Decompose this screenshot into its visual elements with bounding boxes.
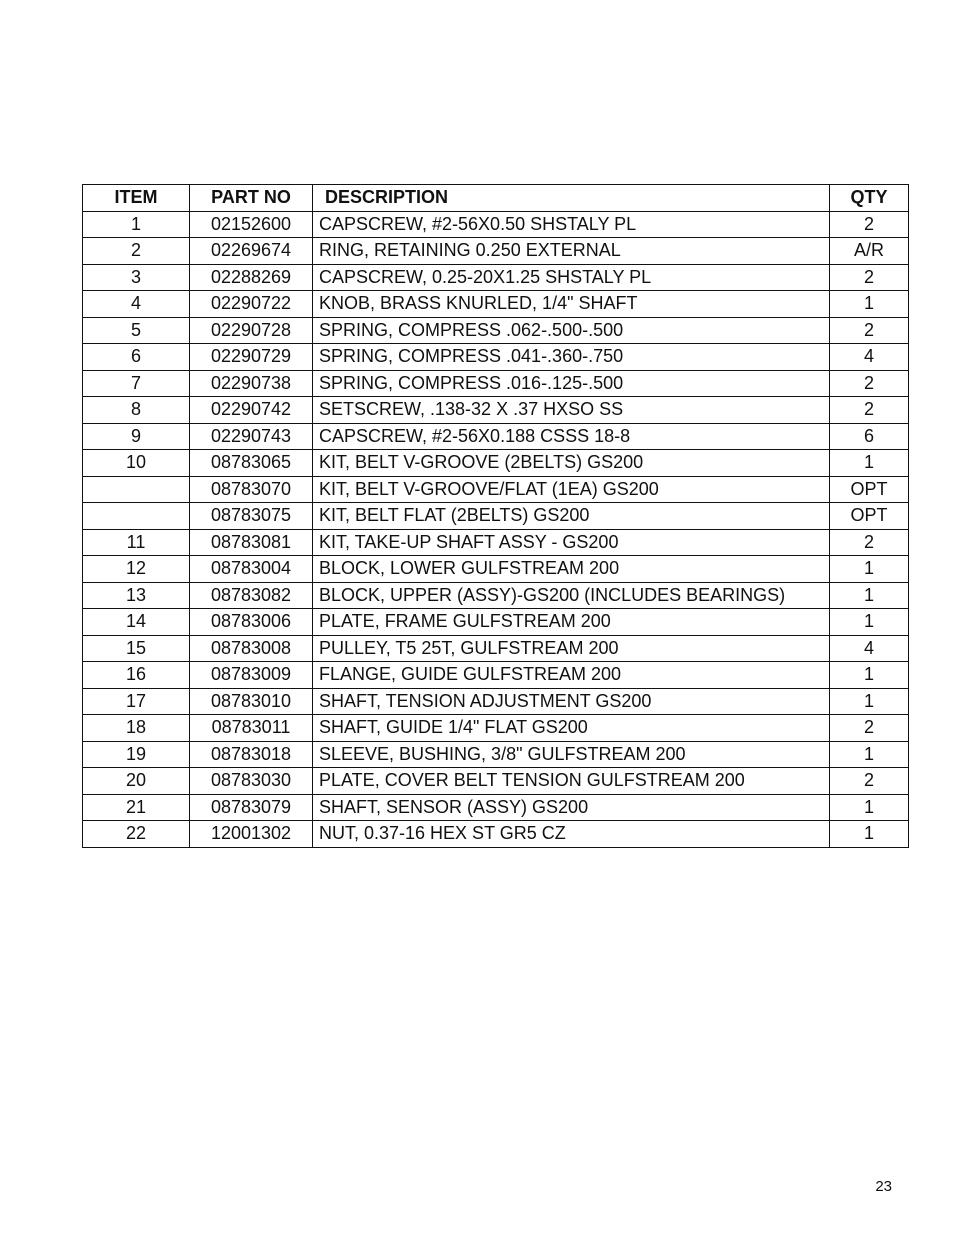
- cell-item: 18: [83, 715, 190, 742]
- cell-qty: 1: [830, 582, 909, 609]
- cell-part-no: 02290728: [190, 317, 313, 344]
- cell-description: SLEEVE, BUSHING, 3/8" GULFSTREAM 200: [313, 741, 830, 768]
- cell-part-no: 08783010: [190, 688, 313, 715]
- table-row: [83, 503, 909, 530]
- cell-description: KNOB, BRASS KNURLED, 1/4" SHAFT: [313, 291, 830, 318]
- cell-description: SHAFT, GUIDE 1/4" FLAT GS200: [313, 715, 830, 742]
- cell-description: KIT, BELT V-GROOVE (2BELTS) GS200: [313, 450, 830, 477]
- table-row: [83, 423, 909, 450]
- cell-qty: 1: [830, 688, 909, 715]
- parts-list-table: [82, 184, 909, 848]
- cell-part-no: 02152600: [190, 211, 313, 238]
- cell-item: 11: [83, 529, 190, 556]
- cell-qty: 2: [830, 370, 909, 397]
- table-row: [83, 794, 909, 821]
- cell-qty: 2: [830, 211, 909, 238]
- cell-qty: 2: [830, 715, 909, 742]
- cell-part-no: 08783004: [190, 556, 313, 583]
- cell-description: BLOCK, UPPER (ASSY)-GS200 (INCLUDES BEARINGS): [313, 582, 830, 609]
- cell-item: 7: [83, 370, 190, 397]
- cell-item: 3: [83, 264, 190, 291]
- table-row: [83, 370, 909, 397]
- cell-qty: 1: [830, 794, 909, 821]
- cell-part-no: 08783008: [190, 635, 313, 662]
- table-row: [83, 450, 909, 477]
- cell-part-no: 02290738: [190, 370, 313, 397]
- cell-description: SETSCREW, .138-32 X .37 HXSO SS: [313, 397, 830, 424]
- cell-item: 19: [83, 741, 190, 768]
- cell-description: PLATE, FRAME GULFSTREAM 200: [313, 609, 830, 636]
- cell-item: [83, 476, 190, 503]
- cell-item: 9: [83, 423, 190, 450]
- cell-item: 4: [83, 291, 190, 318]
- cell-qty: 1: [830, 291, 909, 318]
- table-row: [83, 556, 909, 583]
- cell-item: [83, 503, 190, 530]
- cell-description: FLANGE, GUIDE GULFSTREAM 200: [313, 662, 830, 689]
- cell-qty: 1: [830, 662, 909, 689]
- cell-qty: 2: [830, 317, 909, 344]
- header-part-no: PART NO: [190, 185, 313, 212]
- table-row: [83, 397, 909, 424]
- cell-qty: 2: [830, 397, 909, 424]
- cell-description: CAPSCREW, #2-56X0.50 SHSTALY PL: [313, 211, 830, 238]
- table-row: [83, 317, 909, 344]
- cell-description: PULLEY, T5 25T, GULFSTREAM 200: [313, 635, 830, 662]
- table-row: [83, 768, 909, 795]
- cell-description: SPRING, COMPRESS .016-.125-.500: [313, 370, 830, 397]
- cell-part-no: 12001302: [190, 821, 313, 848]
- cell-item: 8: [83, 397, 190, 424]
- cell-qty: 4: [830, 635, 909, 662]
- table-row: [83, 211, 909, 238]
- cell-part-no: 08783070: [190, 476, 313, 503]
- table-row: [83, 582, 909, 609]
- cell-qty: 1: [830, 741, 909, 768]
- cell-qty: 1: [830, 556, 909, 583]
- cell-part-no: 08783030: [190, 768, 313, 795]
- cell-description: KIT, BELT V-GROOVE/FLAT (1EA) GS200: [313, 476, 830, 503]
- cell-item: 15: [83, 635, 190, 662]
- cell-description: PLATE, COVER BELT TENSION GULFSTREAM 200: [313, 768, 830, 795]
- cell-description: SPRING, COMPRESS .062-.500-.500: [313, 317, 830, 344]
- cell-description: SHAFT, TENSION ADJUSTMENT GS200: [313, 688, 830, 715]
- header-qty: QTY: [830, 185, 909, 212]
- cell-qty: 6: [830, 423, 909, 450]
- cell-description: CAPSCREW, #2-56X0.188 CSSS 18-8: [313, 423, 830, 450]
- header-description: DESCRIPTION: [313, 185, 830, 212]
- table-row: [83, 635, 909, 662]
- cell-part-no: 08783081: [190, 529, 313, 556]
- cell-item: 10: [83, 450, 190, 477]
- cell-item: 1: [83, 211, 190, 238]
- cell-item: 5: [83, 317, 190, 344]
- table-row: [83, 688, 909, 715]
- cell-item: 22: [83, 821, 190, 848]
- cell-qty: 2: [830, 768, 909, 795]
- cell-item: 6: [83, 344, 190, 371]
- cell-part-no: 02288269: [190, 264, 313, 291]
- table-row: [83, 529, 909, 556]
- cell-item: 17: [83, 688, 190, 715]
- cell-item: 16: [83, 662, 190, 689]
- cell-part-no: 08783011: [190, 715, 313, 742]
- cell-qty: 4: [830, 344, 909, 371]
- cell-description: NUT, 0.37-16 HEX ST GR5 CZ: [313, 821, 830, 848]
- table-row: [83, 662, 909, 689]
- cell-qty: A/R: [830, 238, 909, 265]
- cell-part-no: 02290729: [190, 344, 313, 371]
- cell-item: 20: [83, 768, 190, 795]
- table-header-row: [83, 185, 909, 212]
- cell-description: SPRING, COMPRESS .041-.360-.750: [313, 344, 830, 371]
- table-row: [83, 264, 909, 291]
- table-row: [83, 476, 909, 503]
- cell-item: 13: [83, 582, 190, 609]
- cell-part-no: 02290722: [190, 291, 313, 318]
- cell-item: 12: [83, 556, 190, 583]
- table-row: [83, 741, 909, 768]
- cell-part-no: 02290743: [190, 423, 313, 450]
- cell-part-no: 08783082: [190, 582, 313, 609]
- cell-qty: OPT: [830, 503, 909, 530]
- cell-part-no: 08783006: [190, 609, 313, 636]
- cell-item: 14: [83, 609, 190, 636]
- cell-description: CAPSCREW, 0.25-20X1.25 SHSTALY PL: [313, 264, 830, 291]
- cell-description: SHAFT, SENSOR (ASSY) GS200: [313, 794, 830, 821]
- table-row: [83, 291, 909, 318]
- cell-qty: 1: [830, 450, 909, 477]
- page-number: 23: [875, 1178, 892, 1195]
- table-row: [83, 821, 909, 848]
- table-row: [83, 238, 909, 265]
- cell-qty: 2: [830, 264, 909, 291]
- cell-qty: 1: [830, 609, 909, 636]
- cell-item: 21: [83, 794, 190, 821]
- cell-item: 2: [83, 238, 190, 265]
- cell-part-no: 08783009: [190, 662, 313, 689]
- cell-qty: OPT: [830, 476, 909, 503]
- table-row: [83, 715, 909, 742]
- cell-part-no: 02269674: [190, 238, 313, 265]
- cell-description: KIT, TAKE-UP SHAFT ASSY - GS200: [313, 529, 830, 556]
- cell-part-no: 02290742: [190, 397, 313, 424]
- header-item: ITEM: [83, 185, 190, 212]
- cell-qty: 1: [830, 821, 909, 848]
- cell-qty: 2: [830, 529, 909, 556]
- table-body: [83, 211, 909, 847]
- cell-part-no: 08783079: [190, 794, 313, 821]
- cell-part-no: 08783065: [190, 450, 313, 477]
- cell-description: BLOCK, LOWER GULFSTREAM 200: [313, 556, 830, 583]
- cell-description: KIT, BELT FLAT (2BELTS) GS200: [313, 503, 830, 530]
- cell-part-no: 08783018: [190, 741, 313, 768]
- cell-part-no: 08783075: [190, 503, 313, 530]
- table-row: [83, 609, 909, 636]
- table-row: [83, 344, 909, 371]
- cell-description: RING, RETAINING 0.250 EXTERNAL: [313, 238, 830, 265]
